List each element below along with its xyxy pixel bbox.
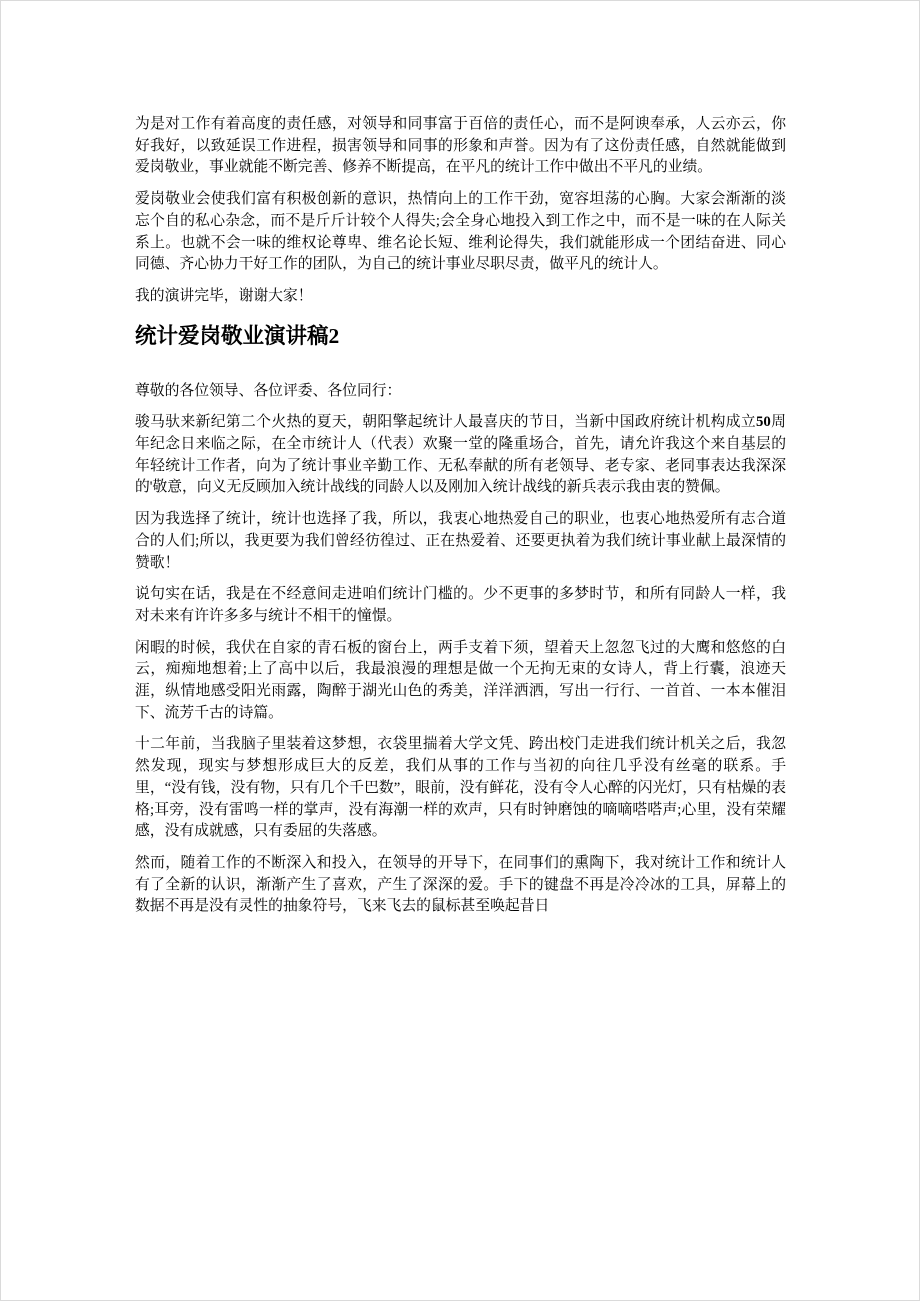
paragraph-anniversary-text-before: 骏马驮来新纪第二个火热的夏天，朝阳擎起统计人最喜庆的节日，当新中国政府统计机构成立 <box>135 414 757 431</box>
paragraph-twelve-years-ago: 十二年前，当我脑子里装着这梦想，衣袋里揣着大学文凭、跨出校门走进我们统计机关之后，我忽然发现，现实与梦想形成巨大的反差，我们从事的工作与当初的向往几乎没有丝毫的联系。手里，“没有钱，没有物，只有几个千巴数”，眼前，没有鲜花，没有令人心醉的闪光灯，只有枯燥的表格;耳旁，没有雷鸣一样的掌声，没有海潮一样的欢声，只有时钟磨蚀的嘀嘀嗒嗒声;心里，没有荣耀感，没有成就感，只有委屈的失落感。 <box>135 736 786 840</box>
paragraph-dedication-team: 爱岗敬业会使我们富有积极创新的意识，热情向上的工作干劲，宽容坦荡的心胸。大家会渐渐的淡忘个自的私心杂念，而不是斤斤计较个人得失;会全身心地投入到工作之中，而不是一味的在人际关系上。也就不会一味的维权论尊卑、维名论长短、维利论得失，我们就能形成一个团结奋进、同心同德、齐心协力干好工作的团队，为自己的统计事业尽职尽责，做平凡的统计人。 <box>135 191 786 273</box>
paragraph-anniversary-text-after: 周年纪念日来临之际，在全市统计人（代表）欢聚一堂的隆重场合，首先，请允许我这个来自基层的年轻统计工作者，向为了统计事业辛勤工作、无私奉献的所有老领导、老专家、老同事表达我深深的'敬意，向义无反顾加入统计战线的同龄人以及刚加入统计战线的新兵表示我由衷的赞佩。 <box>135 414 786 496</box>
paragraph-closing-thanks: 我的演讲完毕，谢谢大家！ <box>135 287 313 304</box>
section-heading-speech-2: 统计爱岗敬业演讲稿2 <box>135 323 340 348</box>
paragraph-leisure-dreams: 闲暇的时候，我伏在自家的青石板的窗台上，两手支着下须，望着天上忽忽飞过的大鹰和悠悠的白云，痴痴地想着;上了高中以后，我最浪漫的理想是做一个无拘无束的女诗人，背上行囊，浪迹天涯，纵情地感受阳光雨露，陶醉于湖光山色的秀美，洋洋洒洒，写出一行行、一首首、一本本催泪下、流芳千古的诗篇。 <box>135 639 786 721</box>
paragraph-honest-words: 说句实在话，我是在不经意间走进咱们统计门槛的。少不更事的多梦时节，和所有同龄人一样，我对未来有许许多多与统计不相干的憧憬。 <box>135 586 786 624</box>
paragraph-anniversary <box>135 412 786 499</box>
anniversary-number-50: 50 <box>756 414 771 431</box>
paragraph-responsibility: 为是对工作有着高度的责任感，对领导和同事富于百倍的责任心，而不是阿谀奉承，人云亦云，你好我好，以致延误工作进程，损害领导和同事的形象和声誉。因为有了这份责任感，自然就能做到爱岗敬业，事业就能不断完善、修养不断提高，在平凡的统计工作中做出不平凡的业绩。 <box>135 116 786 176</box>
salutation-line: 尊敬的各位领导、各位评委、各位同行： <box>135 382 402 399</box>
paragraph-chose-statistics: 因为我选择了统计，统计也选择了我，所以，我衷心地热爱自己的职业，也衷心地热爱所有志合道合的人们;所以，我更要为我们曾经彷徨过、正在热爱着、还要更执着为我们统计事业献上最深情的赞歌！ <box>135 511 786 571</box>
paragraph-however-growth: 然而，随着工作的不断深入和投入，在领导的开导下，在同事们的熏陶下，我对统计工作和统计人有了全新的认识，渐渐产生了喜欢，产生了深深的爱。手下的键盘不再是冷冷冰的工具，屏幕上的数据不再是没有灵性的抽象符号，飞来飞去的鼠标甚至唤起昔日 <box>135 854 786 915</box>
